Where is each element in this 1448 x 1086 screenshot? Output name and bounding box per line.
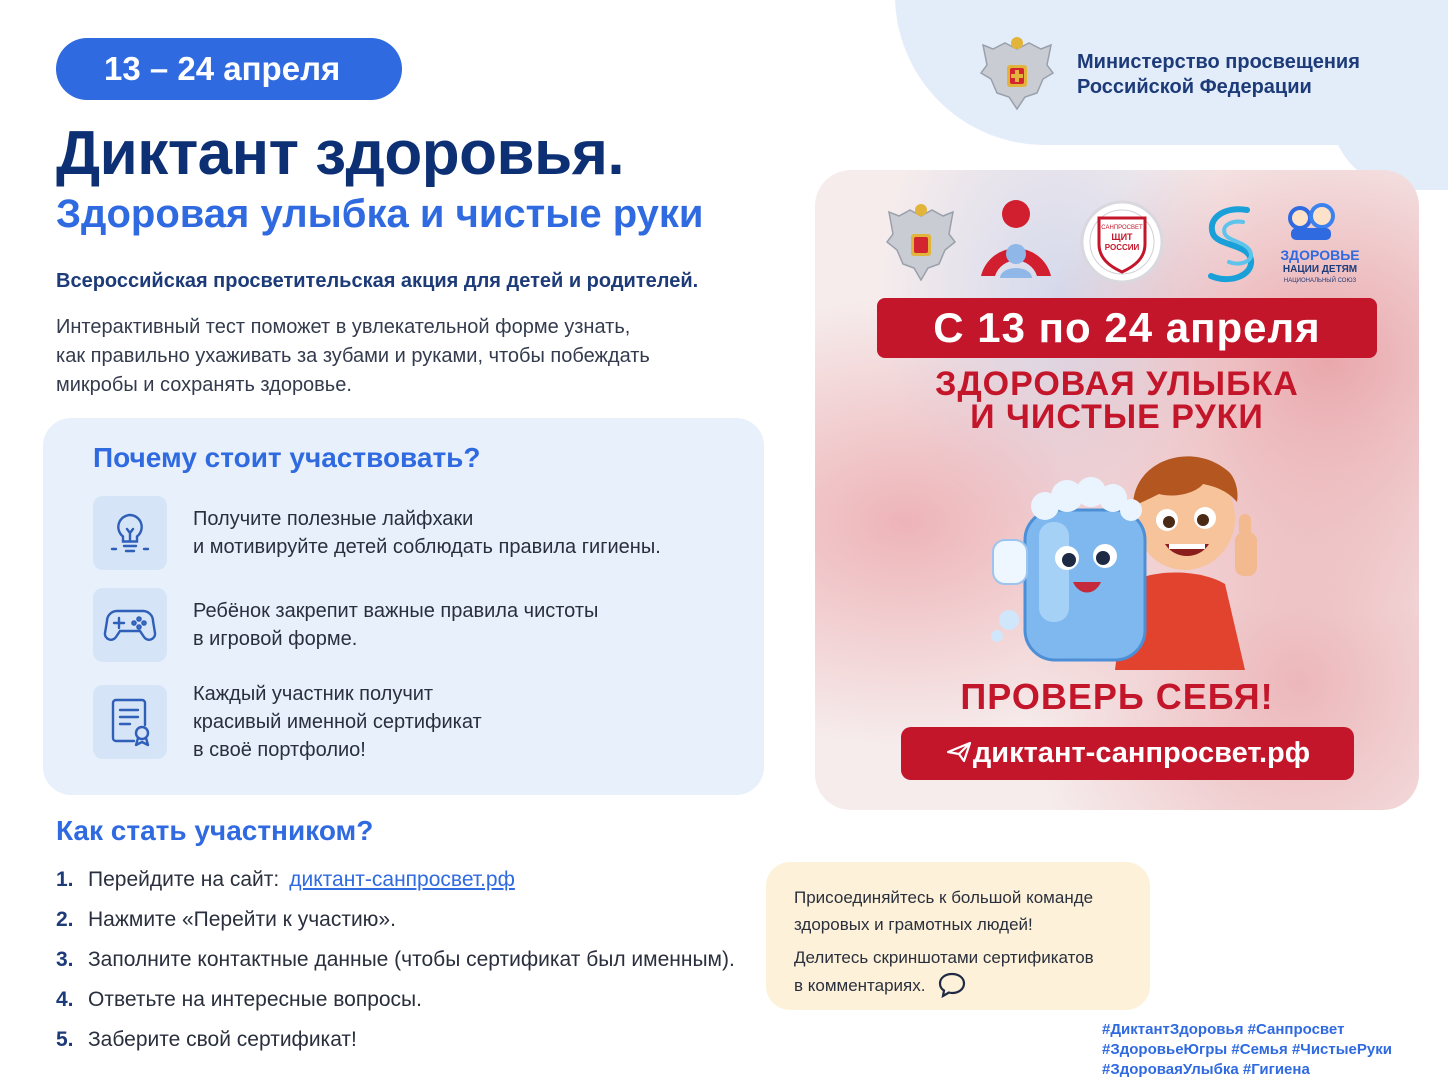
why-item-text: и мотивируйте детей соблюдать правила гигиены. (193, 536, 661, 558)
step-text: Перейдите на сайт: (88, 868, 280, 891)
join-text: Делитесь скриншотами сертификатов (794, 948, 1094, 967)
page-subtitle: Здоровая улыбка и чистые руки (56, 192, 704, 236)
promo-poster (815, 170, 1419, 810)
logo-shield-text: САНПРОСВЕТ (1101, 225, 1143, 231)
step-text: Ответьте на интересные вопросы. (88, 988, 422, 1011)
how-to-participate-title: Как стать участником? (56, 815, 374, 846)
family-logo-icon (981, 200, 1051, 278)
ministry-name-line1: Министерство просвещения (1077, 51, 1360, 73)
logo-health-text: НАЦИИ ДЕТЯМ (1282, 264, 1358, 275)
poster-url-banner[interactable] (901, 727, 1354, 780)
logo-shield-text: РОССИИ (1104, 243, 1140, 252)
steps-list (56, 868, 735, 1068)
list-item (56, 988, 735, 1028)
why-item (93, 496, 733, 570)
hashtag-line: #ДиктантЗдоровья #Санпросвет (1102, 1021, 1345, 1038)
why-item-text: Ребёнок закрепит важные правила чистоты (193, 600, 599, 622)
step-text: Заполните контактные данные (чтобы сертификат был именным). (88, 948, 735, 971)
certificate-icon (93, 685, 167, 759)
logo-health-text: ЗДОРОВЬЕ (1280, 247, 1360, 263)
join-text: Присоединяйтесь к большой команде (794, 888, 1094, 907)
ministry-logo-block (975, 35, 1360, 115)
why-item (93, 680, 733, 764)
shield-logo-icon (1082, 202, 1162, 282)
description-line: как правильно ухаживать за зубами и руками, чтобы побеждать (56, 345, 650, 367)
list-item (56, 948, 735, 988)
lead-text: Всероссийская просветительская акция для детей и родителей. (56, 270, 699, 292)
poster-date-banner: С 13 по 24 апреля (877, 298, 1377, 358)
join-text: здоровых и грамотных людей! (794, 915, 1033, 934)
boy-and-soap-illustration (985, 440, 1275, 670)
why-item-text: Каждый участник получит (193, 683, 434, 705)
logo-shield-text: ЩИТ (1111, 232, 1133, 242)
why-item-text: Получите полезные лайфхаки (193, 508, 474, 530)
coat-of-arms-icon (975, 35, 1059, 115)
join-card (766, 862, 1150, 1010)
ministry-name-line2: Российской Федерации (1077, 76, 1312, 98)
send-arrow-icon (945, 740, 973, 764)
health-nation-logo-icon (1280, 203, 1359, 284)
list-item (56, 868, 735, 908)
hashtag-line: #ЗдороваяУлыбка #Гигиена (1102, 1061, 1310, 1078)
poster-title-line: И ЧИСТЫЕ РУКИ (970, 398, 1264, 436)
page-title: Диктант здоровья. (56, 119, 625, 188)
step-number: 2. (56, 908, 74, 931)
logo-health-text: НАЦИОНАЛЬНЫЙ СОЮЗ (1283, 278, 1357, 284)
poster-title-line: ЗДОРОВАЯ УЛЫБКА (935, 365, 1299, 403)
step-text: Нажмите «Перейти к участию». (88, 908, 396, 931)
why-title: Почему стоит участвовать? (93, 442, 481, 473)
lightbulb-icon (93, 496, 167, 570)
list-item (56, 1028, 735, 1068)
description-line: микробы и сохранять здоровье. (56, 374, 352, 396)
poster-title (815, 365, 1419, 436)
poster-url-text: диктант-санпросвет.рф (972, 737, 1311, 769)
step-number: 4. (56, 988, 74, 1011)
step-text: Заберите свой сертификат! (88, 1028, 357, 1051)
description (56, 313, 776, 400)
why-item-text: в игровой форме. (193, 628, 358, 650)
step-number: 5. (56, 1028, 74, 1051)
step-number: 1. (56, 868, 74, 891)
why-item-text: красивый именной сертификат (193, 711, 482, 733)
comment-icon (937, 971, 967, 999)
join-text: в комментариях. (794, 975, 926, 995)
hashtags (1102, 1020, 1392, 1080)
gamepad-icon (93, 588, 167, 662)
site-link[interactable]: диктант-санпросвет.рф (289, 868, 515, 891)
list-item (56, 908, 735, 948)
poster-check-yourself: ПРОВЕРЬ СЕБЯ! (960, 676, 1274, 717)
date-badge: 13 – 24 апреля (56, 38, 402, 100)
coat-of-arms-logo-icon (887, 204, 955, 280)
why-item (93, 588, 733, 662)
why-item-text: в своё портфолио! (193, 739, 366, 761)
description-line: Интерактивный тест поможет в увлекательной форме узнать, (56, 316, 631, 338)
s-logo-icon (1211, 209, 1251, 279)
hashtag-line: #ЗдоровьеЮгры #Семья #ЧистыеРуки (1102, 1041, 1392, 1058)
step-number: 3. (56, 948, 74, 971)
partner-logos (877, 198, 1377, 288)
why-participate-card (43, 418, 764, 795)
